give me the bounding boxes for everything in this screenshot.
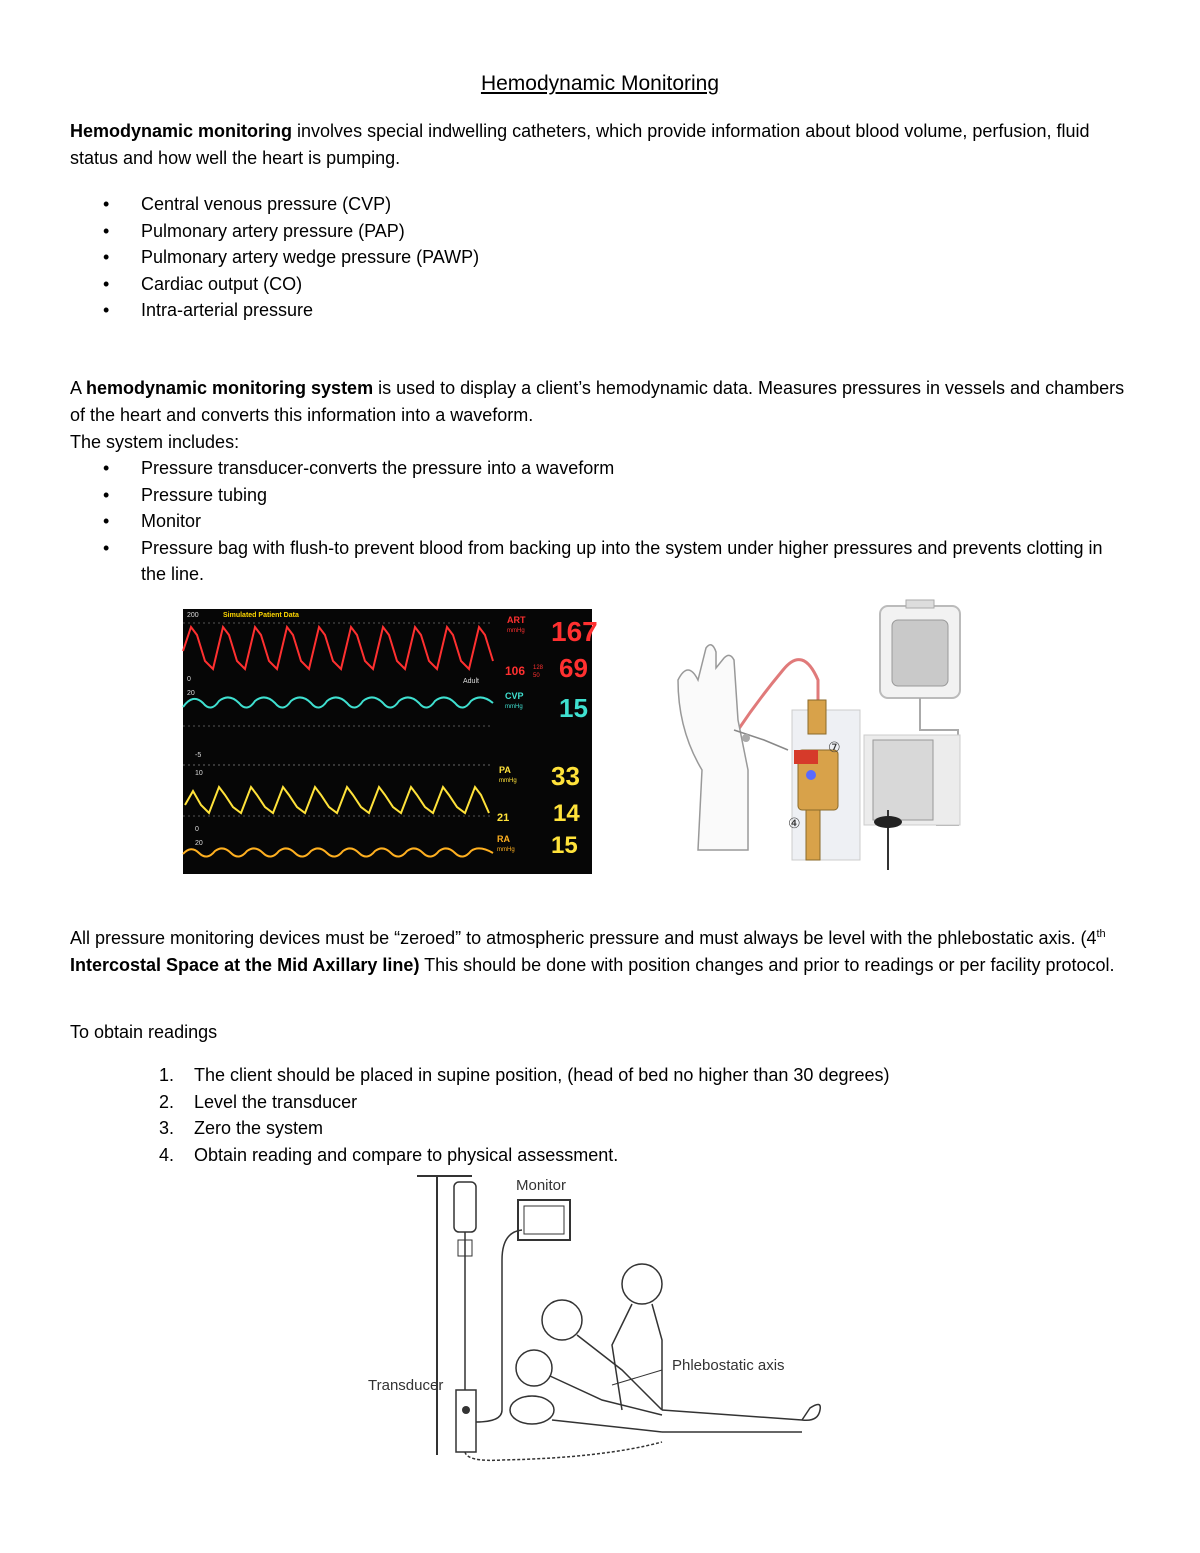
art-small: 128	[533, 665, 544, 671]
phlebostatic-axis-label: Phlebostatic axis	[672, 1357, 785, 1374]
intro-term: Hemodynamic monitoring	[70, 121, 293, 141]
art-value: 167	[551, 616, 598, 647]
cvp-label: CVP	[505, 691, 524, 701]
monitor-image	[183, 609, 598, 874]
list-item	[70, 1142, 890, 1169]
callout-four: ④	[788, 815, 801, 831]
monitor-label: Monitor	[516, 1177, 567, 1194]
components-list	[70, 455, 1131, 588]
unit-label: mmHg	[507, 628, 525, 634]
step-number: 3.	[159, 1118, 175, 1138]
list-item: • Intra-arterial pressure	[70, 297, 1131, 324]
step-number: 2.	[159, 1091, 175, 1112]
unit-label: mmHg	[497, 847, 515, 853]
list-item	[70, 1115, 890, 1142]
diagram-drawing	[362, 1170, 832, 1470]
unit-label: mmHg	[505, 704, 523, 710]
scale-label: 0	[195, 826, 199, 833]
monitor-header: Simulated Patient Data	[223, 612, 299, 619]
list-item: • Pulmonary artery pressure (PAP)	[70, 218, 1131, 245]
scale-label: 10	[195, 770, 203, 777]
step-text: Zero the system	[194, 1118, 324, 1138]
system-text: is used to display a client’s hemodynamic data. Measures pressures in vessels and chambers of the heart and converts this information into a waveform.	[70, 378, 1125, 425]
transducer-label: Transducer	[368, 1377, 444, 1394]
pa-value: 33	[551, 761, 580, 791]
art-systolic: 106	[505, 664, 526, 678]
step-number: 1.	[159, 1065, 175, 1085]
setup-illustration	[668, 600, 968, 880]
zero-text-2: This should be done with position changes and prior to readings or per facility protocol.	[419, 955, 1115, 975]
art-diastolic: 69	[559, 653, 588, 683]
system-paragraph	[70, 375, 1130, 429]
arterial-line-setup-image	[668, 600, 968, 880]
list-item: • Cardiac output (CO)	[70, 271, 1131, 298]
page-title: Hemodynamic Monitoring	[480, 72, 720, 95]
zero-text-1: All pressure monitoring devices must be “zeroed” to atmospheric pressure and must always be level with the phlebostatic axis. (4	[70, 928, 1097, 948]
step-text: Level the transducer	[194, 1091, 358, 1112]
art-label: ART	[507, 615, 526, 625]
list-item	[70, 1089, 890, 1116]
step-text: The client should be placed in supine position, (head of bed no higher than 30 degrees)	[194, 1065, 890, 1085]
scale-label: 20	[195, 840, 203, 847]
pa-diastolic: 14	[553, 800, 580, 827]
includes-label: The system includes:	[70, 432, 240, 452]
scale-label: 200	[187, 612, 199, 619]
measures-list	[70, 191, 1131, 324]
list-item: • Pressure transducer-converts the pressure into a waveform	[70, 455, 1131, 482]
pa-label: PA	[499, 765, 511, 775]
scale-label: 20	[187, 690, 195, 697]
list-item	[70, 1062, 890, 1089]
list-item: • Pulmonary artery wedge pressure (PAWP)	[70, 244, 1131, 271]
zero-bold: Intercostal Space at the Mid Axillary line)	[70, 955, 420, 975]
list-item: • Pressure bag with flush-to prevent blood from backing up into the system under higher pressures and prevents clotting in the line.	[70, 535, 1131, 588]
ra-value: 15	[551, 832, 578, 859]
readings-label: To obtain readings	[70, 1022, 218, 1042]
step-text: Obtain reading and compare to physical assessment.	[194, 1144, 619, 1165]
list-item: • Monitor	[70, 508, 1131, 535]
step-number: 4.	[159, 1144, 175, 1165]
phlebostatic-axis-diagram	[362, 1170, 832, 1470]
callout-seven: ⑦	[828, 739, 841, 755]
art-small: 50	[533, 673, 540, 679]
steps-list	[70, 1062, 890, 1168]
list-item: • Pressure tubing	[70, 482, 1131, 509]
scale-label: 0	[187, 676, 191, 683]
list-item: • Central venous pressure (CVP)	[70, 191, 1131, 218]
monitor-waveforms	[183, 609, 598, 874]
system-term: hemodynamic monitoring system	[86, 378, 374, 398]
zeroing-paragraph	[70, 925, 1130, 979]
intro-paragraph	[70, 118, 1130, 172]
pa-low: 21	[497, 812, 510, 824]
scale-label: -5	[195, 752, 202, 759]
zero-sup: th	[1096, 928, 1106, 940]
system-prefix: A	[70, 378, 87, 398]
ra-label: RA	[497, 834, 510, 844]
intro-text: involves special indwelling catheters, which provide information about blood volume, perfusion, fluid status and how well the heart is pumping.	[70, 121, 1090, 168]
adult-label: Adult	[463, 678, 479, 685]
cvp-value: 15	[559, 693, 588, 723]
unit-label: mmHg	[499, 778, 517, 784]
